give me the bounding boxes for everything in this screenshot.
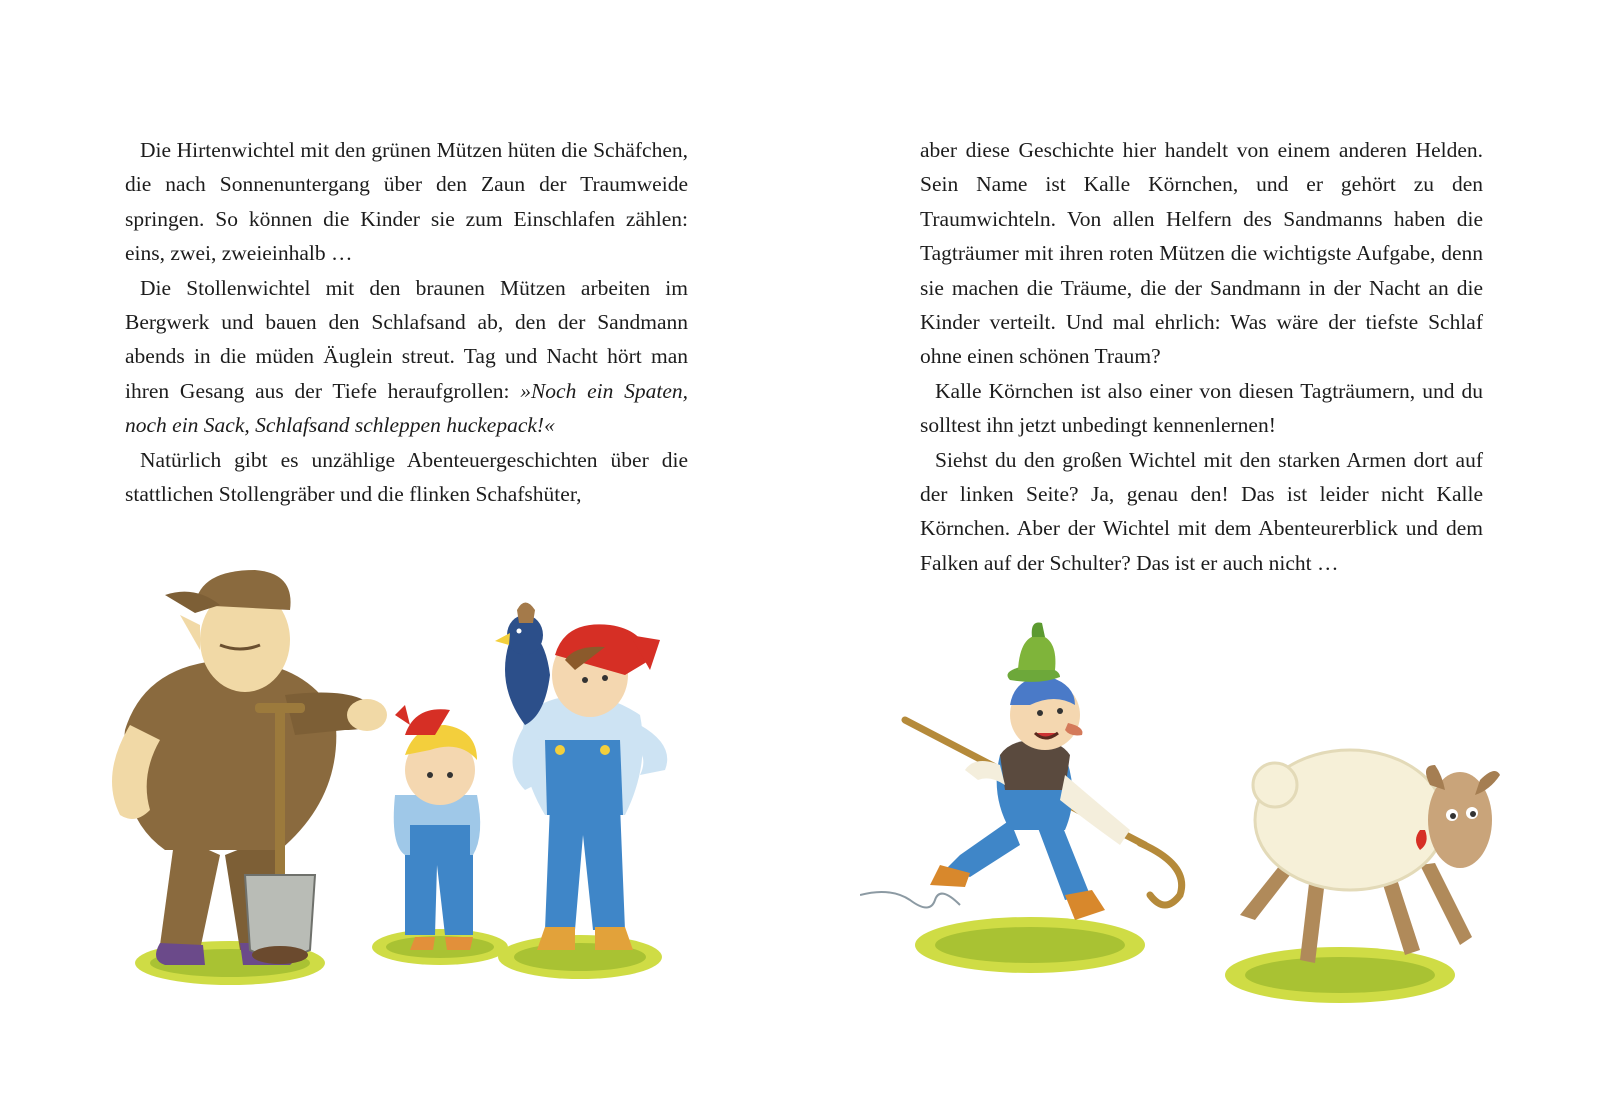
illustration-shepherd-and-sheep [860,615,1560,1035]
right-paragraph-1: aber diese Geschichte hier handelt von einem anderen Helden. Sein Name ist Kalle Körnchen, und er gehört zu den Traumwichteln. Von allen Helfern des Sandmanns haben die Tagträumer mit ihren roten Mützen die wichtigste Aufgabe, denn sie machen die Träume, die der Sandmann in der Nacht an die Kinder verteilt. Und mal ehrlich: Was wäre der tiefste Schlaf ohne einen schönen Traum? [920,138,1483,369]
left-paragraph-2-quote: »Noch ein Spaten, noch ein Sack, Schlafsand schleppen huckepack!« [125,378,688,438]
motion-line [860,892,960,908]
left-paragraph-2-text: Die Stollenwichtel mit den braunen Mützen arbeiten im Bergwerk und bauen den Schlafsand ab, den der Sandmann abends in die müden Äuglein streut. Tag und Nacht hört man ihren Gesang aus der Tiefe heraufgrollen: [125,275,688,403]
sheep-running [1240,750,1500,963]
gnome-with-falcon [495,603,667,951]
right-page [800,0,1600,1111]
right-paragraph-3: Siehst du den großen Wichtel mit den starken Armen dort auf der linken Seite? Ja, genau den! Das ist leider nicht Kalle Körnchen. Aber der Wichtel mit dem Abenteurerblick und dem Falken auf der Schulter? Das ist er auch nicht … [920,447,1483,575]
grass-patches [135,929,662,985]
left-text-column [125,133,688,511]
left-paragraph-2 [125,271,688,443]
grass-patches [915,917,1455,1003]
right-text-column [920,133,1483,580]
illustration-three-gnomes [105,565,705,1035]
big-gnome-stollenwichtel [112,570,387,965]
left-paragraph-3: Natürlich gibt es unzählige Abenteuergeschichten über die stattlichen Stollengräber und die flinken Schafshüter, [125,447,688,507]
small-gnome-boy [394,705,480,950]
left-paragraph-1: Die Hirtenwichtel mit den grünen Mützen hüten die Schäfchen, die nach Sonnenuntergang über den Zaun der Traumweide springen. So können die Kinder sie zum Einschlafen zählen: eins, zwei, zweieinhalb … [125,138,688,266]
right-paragraph-2: Kalle Körnchen ist also einer von diesen Tagträumern, und du solltest ihn jetzt unbedingt kennenlernen! [920,378,1483,438]
shepherd-gnome-running [905,623,1182,920]
